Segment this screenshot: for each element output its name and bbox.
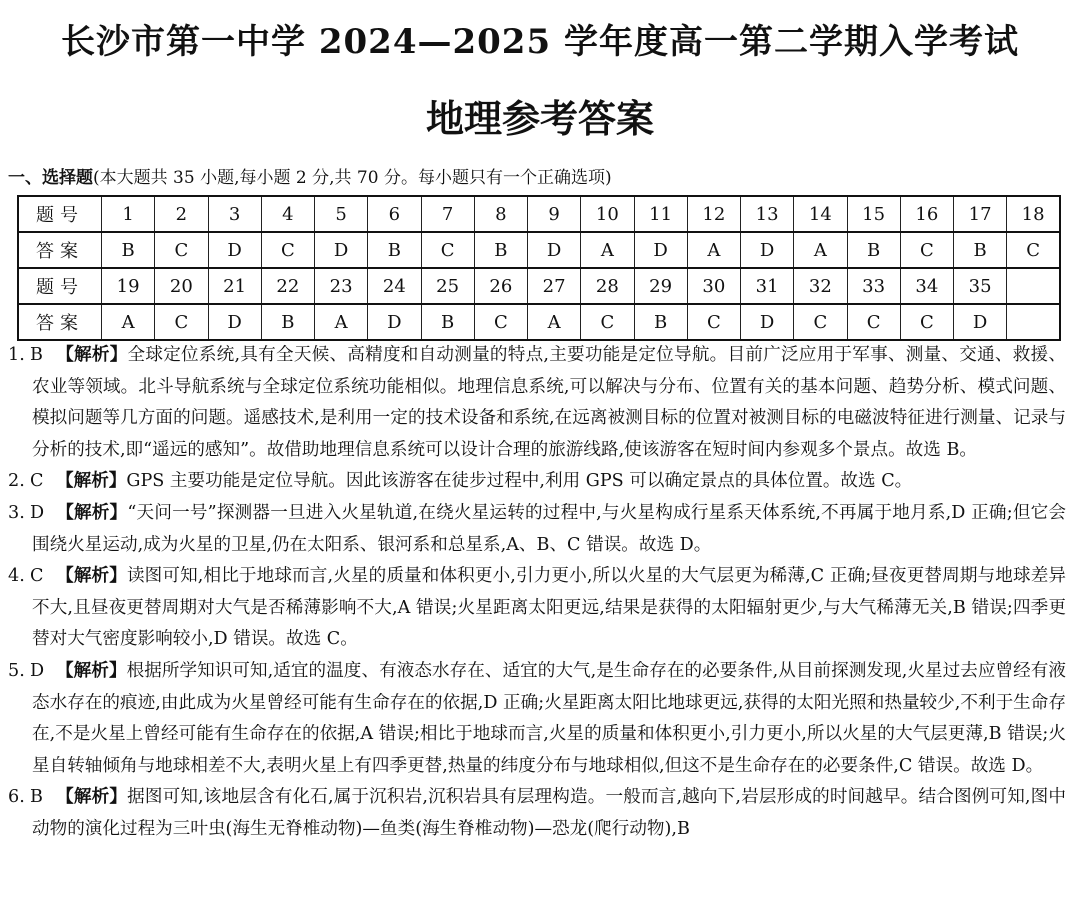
explanation-item	[8, 782, 1066, 845]
table-cell: 8	[474, 196, 527, 232]
table-cell: 1	[102, 196, 155, 232]
explanation-tag: 【解析】	[56, 566, 127, 587]
table-cell: 15	[847, 196, 900, 232]
explanation-text: 根据所学知识可知,适宜的温度、有液态水存在、适宜的大气,是生命存在的必要条件,从目前探测发现,火星过去应曾经有液态水存在的痕迹,由此成为火星曾经可能有生命存在的依据,D 正确;火星距离太阳比地球更远,获得的太阳光照和热量较少,不利于生命存在,不是火星上曾经可能有生命存在的依据,A 错误;相比于地球而言,火星的质量和体积更小,引力更小,所以火星的大气层更薄,B 错误;火星自转轴倾角与地球相差不大,表明火星上有四季更替,热量的纬度分布与地球相似,但这不是生命存在的必要条件,C 错误。故选 D。	[32, 660, 1066, 776]
document-subtitle: 地理参考答案	[425, 97, 654, 141]
item-answer: C	[30, 471, 44, 492]
table-cell: 9	[528, 196, 581, 232]
item-answer: C	[30, 566, 44, 587]
table-cell: D	[741, 232, 794, 268]
explanation-item	[8, 498, 1066, 561]
table-cell: C	[155, 304, 208, 340]
table-cell: B	[954, 232, 1007, 268]
table-cell: D	[954, 304, 1007, 340]
table-cell: 17	[954, 196, 1007, 232]
table-cell: 13	[741, 196, 794, 232]
item-number: 2.	[8, 471, 25, 492]
table-cell: 29	[634, 268, 687, 304]
table-cell: 18	[1007, 196, 1060, 232]
table-cell: D	[528, 232, 581, 268]
table-header-cell: 答案	[18, 304, 102, 340]
table-cell: D	[741, 304, 794, 340]
table-cell	[1007, 304, 1060, 340]
table-cell: 30	[687, 268, 740, 304]
explanation-list	[8, 340, 1066, 846]
section-label: 一、选择题	[8, 168, 93, 188]
explanation-tag: 【解析】	[56, 471, 127, 492]
item-answer: B	[30, 787, 43, 808]
table-cell: 25	[421, 268, 474, 304]
item-number: 5.	[8, 660, 25, 681]
table-cell: A	[528, 304, 581, 340]
explanation-item	[8, 466, 1066, 498]
table-cell: 14	[794, 196, 847, 232]
table-cell: B	[368, 232, 421, 268]
table-cell: 20	[155, 268, 208, 304]
explanation-tag: 【解析】	[56, 787, 128, 808]
table-cell: 12	[687, 196, 740, 232]
table-cell: A	[315, 304, 368, 340]
table-cell: C	[421, 232, 474, 268]
table-cell: B	[261, 304, 314, 340]
table-cell: D	[315, 232, 368, 268]
table-header-cell: 题号	[18, 196, 102, 232]
table-cell: C	[581, 304, 634, 340]
question-row	[18, 196, 1060, 232]
table-cell: A	[102, 304, 155, 340]
table-cell: A	[794, 232, 847, 268]
table-cell: D	[208, 232, 261, 268]
table-cell: 11	[634, 196, 687, 232]
explanation-tag: 【解析】	[56, 660, 127, 681]
table-cell: 22	[261, 268, 314, 304]
answer-table	[17, 195, 1061, 341]
table-cell: 27	[528, 268, 581, 304]
explanation-item	[8, 656, 1066, 782]
answer-row	[18, 304, 1060, 340]
table-cell: C	[474, 304, 527, 340]
table-cell: 32	[794, 268, 847, 304]
explanation-text: 据图可知,该地层含有化石,属于沉积岩,沉积岩具有层理构造。一般而言,越向下,岩层形成的时间越早。结合图例可知,图中动物的演化过程为三叶虫(海生无脊椎动物)—鱼类(海生脊椎动物)—恐龙(爬行动物),B	[32, 787, 1066, 839]
table-cell: 21	[208, 268, 261, 304]
table-cell: C	[794, 304, 847, 340]
table-cell: C	[155, 232, 208, 268]
table-cell: D	[634, 232, 687, 268]
table-cell: 6	[368, 196, 421, 232]
item-answer: B	[30, 345, 43, 365]
explanation-tag: 【解析】	[56, 502, 128, 523]
section-heading	[8, 163, 612, 188]
table-cell: B	[474, 232, 527, 268]
document-title: 长沙市第一中学 2024—2025 学年度高一第二学期入学考试	[61, 22, 1019, 62]
explanation-text: 全球定位系统,具有全天候、高精度和自动测量的特点,主要功能是定位导航。目前广泛应用于军事、测量、交通、救援、农业等领域。北斗导航系统与全球定位系统功能相似。地理信息系统,可以解决与分布、位置有关的基本问题、趋势分析、模式问题、模拟问题等几方面的问题。遥感技术,是利用一定的技术设备和系统,在远离被测目标的位置对被测目标的电磁波特征进行测量、记录与分析的技术,即“遥远的感知”。故借助地理信息系统可以设计合理的旅游线路,使该游客在短时间内参观多个景点。故选 B。	[32, 345, 1066, 460]
table-cell: 35	[954, 268, 1007, 304]
table-header-cell: 题号	[18, 268, 102, 304]
table-cell: B	[634, 304, 687, 340]
item-number: 1.	[8, 345, 25, 365]
table-cell: C	[847, 304, 900, 340]
explanation-text: “天问一号”探测器一旦进入火星轨道,在绕火星运转的过程中,与火星构成行星系天体系统,不再属于地月系,D 正确;但它会围绕火星运动,成为火星的卫星,仍在太阳系、银河系和总星系,A、B、C 错误。故选 D。	[32, 502, 1066, 555]
item-number: 6.	[8, 787, 25, 808]
table-cell: C	[261, 232, 314, 268]
table-cell: C	[900, 232, 953, 268]
table-cell: 24	[368, 268, 421, 304]
table-cell: 31	[741, 268, 794, 304]
table-cell: B	[102, 232, 155, 268]
item-answer: D	[30, 660, 45, 681]
explanation-tag: 【解析】	[56, 345, 128, 365]
table-cell: C	[687, 304, 740, 340]
table-cell: 26	[474, 268, 527, 304]
table-cell: D	[368, 304, 421, 340]
table-header-cell: 答案	[18, 232, 102, 268]
table-cell: 3	[208, 196, 261, 232]
table-cell: 5	[315, 196, 368, 232]
explanation-text: 读图可知,相比于地球而言,火星的质量和体积更小,引力更小,所以火星的大气层更为稀薄,C 正确;昼夜更替周期与地球差异不大,且昼夜更替周期对大气是否稀薄影响不大,A 错误;火星距离太阳更远,结果是获得的太阳辐射更少,与大气稀薄无关,B 错误;四季更替对大气密度影响较小,D 错误。故选 C。	[32, 566, 1066, 650]
table-cell: C	[1007, 232, 1060, 268]
item-number: 4.	[8, 566, 25, 587]
table-cell: 2	[155, 196, 208, 232]
table-cell: 16	[900, 196, 953, 232]
question-row	[18, 268, 1060, 304]
table-cell: 34	[900, 268, 953, 304]
table-cell: 23	[315, 268, 368, 304]
table-cell: 4	[261, 196, 314, 232]
item-answer: D	[30, 502, 45, 523]
answer-row	[18, 232, 1060, 268]
explanation-text: GPS 主要功能是定位导航。因此该游客在徒步过程中,利用 GPS 可以确定景点的具体位置。故选 C。	[126, 471, 913, 492]
table-cell: 33	[847, 268, 900, 304]
table-cell	[1007, 268, 1060, 304]
table-cell: 7	[421, 196, 474, 232]
table-cell: D	[208, 304, 261, 340]
table-cell: B	[421, 304, 474, 340]
explanation-item	[8, 340, 1066, 466]
table-cell: A	[581, 232, 634, 268]
section-note: (本大题共 35 小题,每小题 2 分,共 70 分。每小题只有一个正确选项)	[93, 168, 612, 188]
table-cell: C	[900, 304, 953, 340]
table-cell: B	[847, 232, 900, 268]
item-number: 3.	[8, 502, 25, 523]
table-cell: 28	[581, 268, 634, 304]
explanation-item	[8, 561, 1066, 656]
table-cell: A	[687, 232, 740, 268]
table-cell: 10	[581, 196, 634, 232]
table-cell: 19	[102, 268, 155, 304]
